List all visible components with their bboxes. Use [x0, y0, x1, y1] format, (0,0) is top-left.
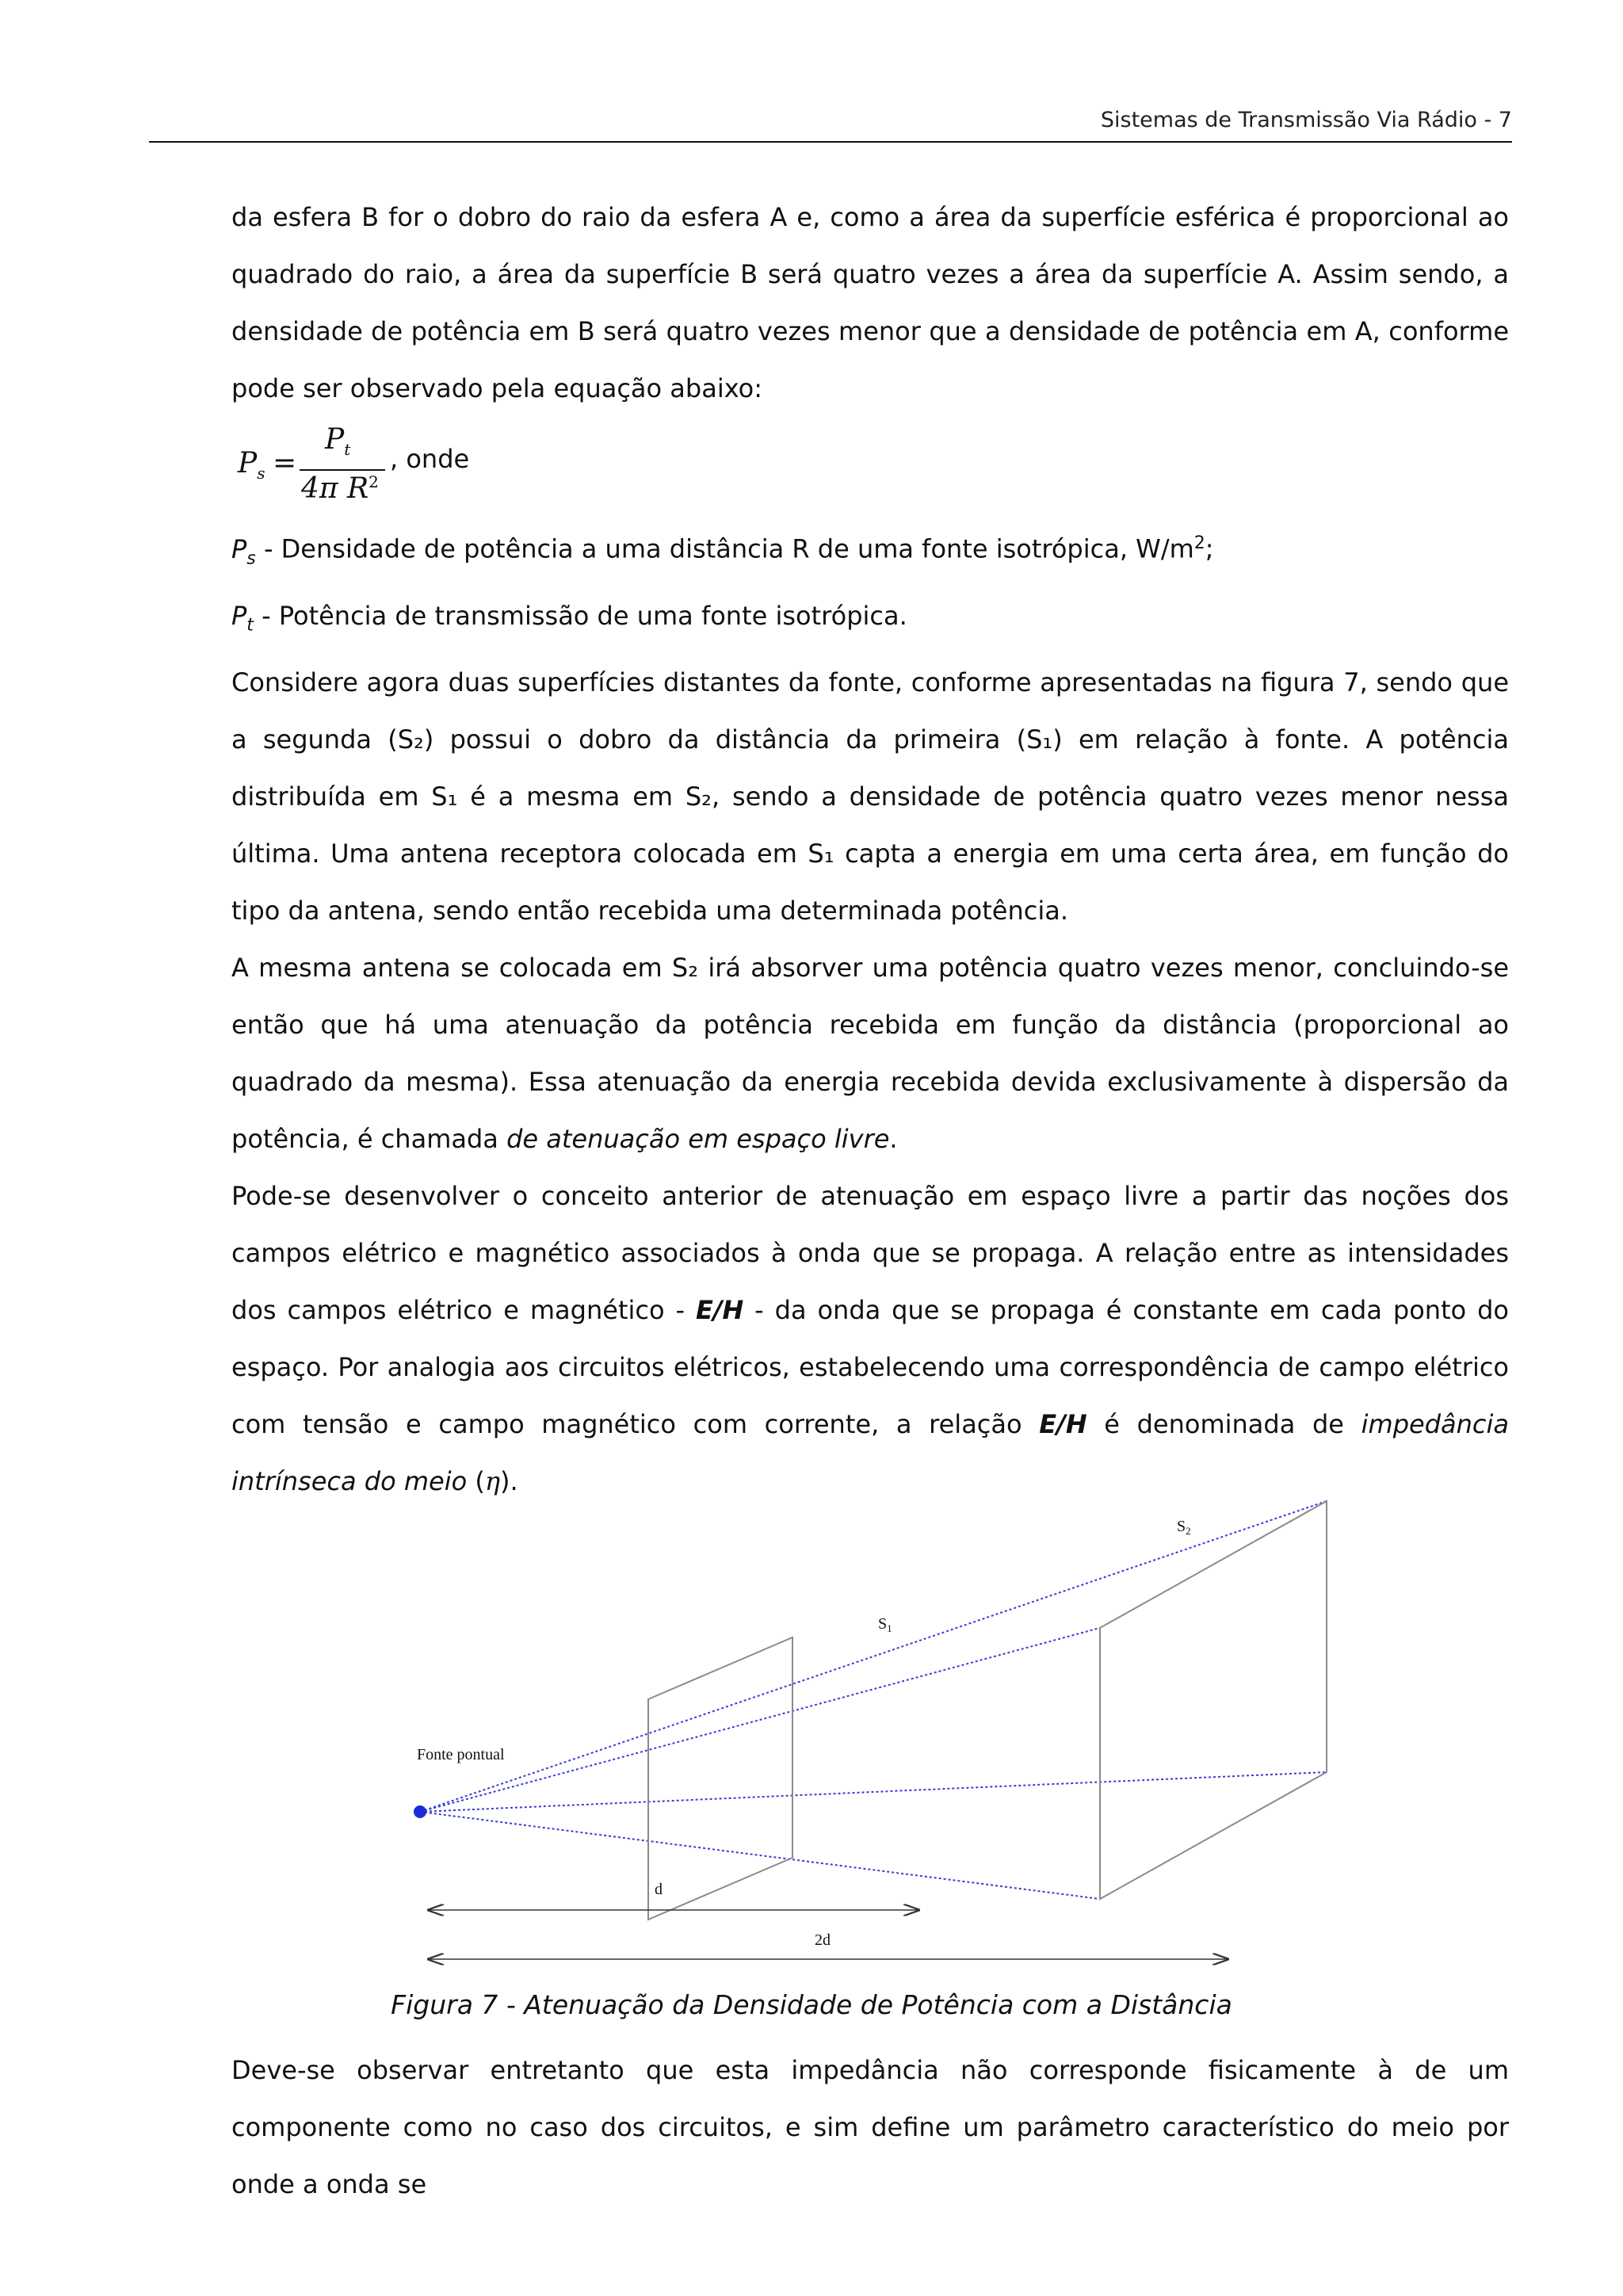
paragraph-2: Considere agora duas superfícies distantes da fonte, conforme apresentadas na figura 7, sendo que a segunda (S₂) possui o dobro da distância da primeira (S₁) em relação à fonte. A potência distribuída em S₁ é a mesma em S₂, sendo a densidade de potência quatro vezes menor nessa última. Uma antena receptora colocada em S₁ capta a energia em uma certa área, em função do tipo da antena, sendo então recebida uma determinada potência.: [231, 667, 1509, 926]
definition-pt: $P_t$ - Potência de transmissão de uma fonte isotrópica.: [231, 601, 907, 636]
paragraph-4: Pode-se desenvolver o conceito anterior de atenuação em espaço livre a partir das noções dos campos elétrico e magnético associados à onda que se propaga. A relação entre as intensidades dos campos elétrico e magnético - E/H - da onda que se propaga é constante em cada ponto do espaço. Por analogia aos circuitos elétricos, estabelecendo uma correspondência de campo elétrico com tensão e campo magnético com corrente, a relação E/H é denominada de impedância intrínseca do meio (η).: [231, 1181, 1510, 1497]
closing-text: [231, 2042, 1509, 2213]
source-label: Fonte pontual: [417, 1746, 505, 1763]
running-title: Sistemas de Transmissão Via Rádio - 7: [1100, 108, 1512, 132]
figure-7-diagram: [396, 1490, 1347, 1981]
ray-lines: [420, 1501, 1327, 1899]
surface-s2: [1100, 1501, 1327, 1899]
s2-label: $S_2$: [1177, 1518, 1191, 1537]
header-rule: [149, 141, 1512, 143]
distance-d-label: d: [655, 1881, 663, 1898]
paragraph-1: da esfera B for o dobro do raio da esfera A e, como a área da superfície esférica é proporcional ao quadrado do raio, a área da superfície B será quatro vezes a área da superfície A. Assim sendo, a densidade de potência em B será quatro vezes menor que a densidade de potência em A, conforme pode ser observado pela equação abaixo:: [231, 202, 1509, 403]
power-density-formula: [231, 423, 1509, 510]
definition-ps: $P_s$ - Densidade de potência a uma distância R de uma fonte isotrópica, $W/m^2$;: [231, 533, 1214, 569]
distance-2d-label: 2d: [815, 1931, 831, 1949]
formula-denominator: 4π $R^2$: [301, 472, 379, 505]
body-text: [231, 189, 1509, 1510]
equals-sign: =: [273, 447, 297, 479]
formula-suffix: , onde: [390, 444, 470, 474]
formula-numerator: $P_t$: [325, 423, 351, 460]
paragraph-3: A mesma antena se colocada em S₂ irá absorver uma potência quatro vezes menor, concluindo-se então que há uma atenuação da potência recebida em função da distância (proporcional ao quadrado da mesma). Essa atenuação da energia recebida devida exclusivamente à dispersão da potência, é chamada de atenuação em espaço livre.: [231, 953, 1509, 1155]
s1-label: $S_1$: [878, 1615, 892, 1634]
figure-caption: Figura 7 - Atenuação da Densidade de Potência com a Distância: [391, 1989, 1232, 2020]
formula-lhs: $P_s$: [238, 447, 265, 483]
paragraph-5: Deve-se observar entretanto que esta impedância não corresponde fisicamente à de um componente como no caso dos circuitos, e sim define um parâmetro característico do meio por onde a onda se: [231, 2055, 1509, 2199]
source-point: [414, 1805, 426, 1818]
page-header: [149, 108, 1512, 139]
surface-s1: [648, 1637, 792, 1920]
fraction-bar: [300, 469, 385, 471]
